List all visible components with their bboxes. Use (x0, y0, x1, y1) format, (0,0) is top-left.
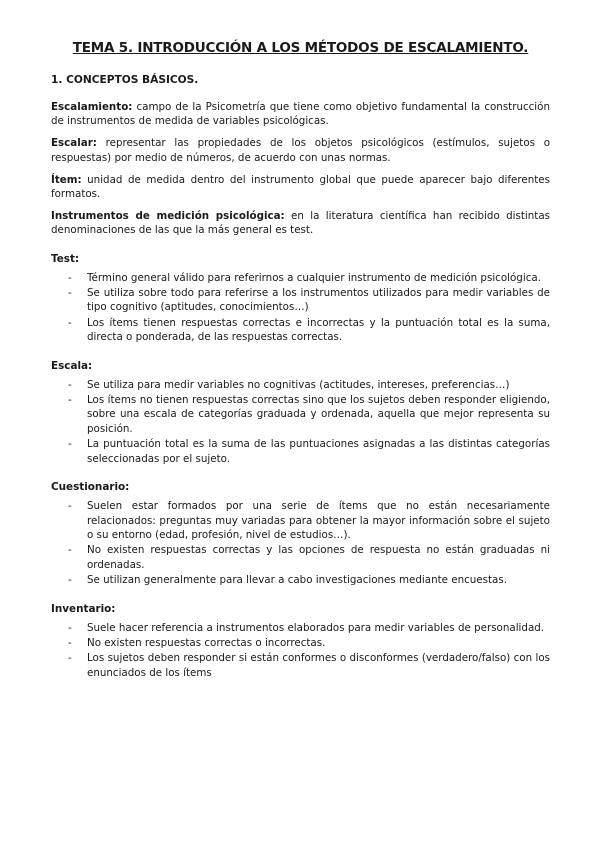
list-item-text: No existen respuestas correctas o incorrectas. (87, 636, 326, 649)
bullet-list (51, 499, 550, 587)
list-item-text: Término general válido para referirnos a cualquier instrumento de medición psicológica. (87, 271, 541, 284)
dash-bullet: - (68, 271, 72, 284)
list-item (51, 316, 550, 345)
definitions (51, 100, 550, 238)
list-item-text: Se utiliza para medir variables no cognitivas (actitudes, intereses, preferencias…) (87, 378, 510, 391)
definition-term: Escalar: (51, 137, 97, 150)
group-label: Test: (51, 252, 80, 265)
section-heading: 1. CONCEPTOS BÁSICOS. (51, 74, 199, 86)
bullet-list (51, 621, 550, 681)
list-item (51, 573, 550, 587)
list-item-text: Se utilizan generalmente para llevar a cabo investigaciones mediante encuestas. (87, 574, 507, 587)
list-item-text: Los ítems tienen respuestas correctas e incorrectas y la puntuación total es la suma, directa o ponderada, de las respuestas correctas. (87, 316, 550, 344)
dash-bullet: - (68, 500, 72, 513)
group-inventario (51, 603, 550, 681)
dash-bullet: - (68, 438, 72, 451)
group-cuestionario (51, 481, 550, 587)
dash-bullet: - (68, 544, 72, 557)
group-label: Inventario: (51, 602, 116, 615)
dash-bullet: - (68, 636, 72, 649)
list-item-text: Suelen estar formados por una serie de ítems que no están necesariamente relacionados: preguntas muy variadas para obtener la mayor información sobre el sujeto o su entorno (edad, profesión, nivel de estudios…). (87, 500, 550, 541)
group-label: Cuestionario: (51, 481, 130, 494)
list-item-text: Se utiliza sobre todo para referirse a los instrumentos utilizados para medir variables de tipo cognitivo (aptitudes, conocimientos…) (87, 287, 550, 314)
dash-bullet: - (68, 316, 72, 329)
list-item (51, 286, 550, 315)
dash-bullet: - (68, 394, 72, 407)
list-item (51, 393, 550, 436)
definition-text: unidad de medida dentro del instrumento global que puede aparecer bajo diferentes formatos. (51, 173, 550, 201)
list-item (51, 621, 550, 635)
definition-term: Ítem: (51, 173, 82, 186)
list-item-text: No existen respuestas correctas y las opciones de respuesta no están graduadas ni ordenadas. (87, 544, 550, 571)
definition-text: campo de la Psicometría que tiene como objetivo fundamental la construcción de instrumentos de medida de variables psicológicas. (51, 101, 550, 128)
list-item (51, 437, 550, 466)
dash-bullet: - (68, 378, 72, 391)
list-item (51, 636, 550, 650)
dash-bullet: - (68, 652, 72, 665)
document-title: TEMA 5. INTRODUCCIÓN A LOS MÉTODOS DE ESCALAMIENTO. (72, 40, 529, 56)
definition-term: Escalamiento: (51, 101, 133, 113)
list-item-text: Los ítems no tienen respuestas correctas sino que los sujetos deben responder eligiendo, sobre una escala de categorías graduada y ordenada, aquella que mejor representa su posición. (87, 394, 550, 435)
list-item (51, 378, 550, 392)
list-item-text: Los sujetos deben responder si están conformes o disconformes (verdadero/falso) con los enunciados de los ítems (87, 652, 550, 679)
list-item (51, 499, 550, 542)
definition-text: representar las propiedades de los objetos psicológicos (estímulos, sujetos o respuestas) por medio de números, de acuerdo con unas normas. (51, 137, 550, 164)
list-item (51, 543, 550, 572)
group-escala (51, 360, 550, 466)
definition-instrumentos (51, 209, 550, 237)
definition-term: Instrumentos de medición psicológica: (51, 210, 285, 223)
definition-escalamiento (51, 100, 550, 128)
list-item (51, 271, 550, 285)
definition-item (51, 173, 550, 201)
dash-bullet: - (68, 574, 72, 587)
bullet-list (51, 378, 550, 466)
list-item-text: Suele hacer referencia a instrumentos elaborados para medir variables de personalidad. (87, 621, 545, 634)
definition-text: en la literatura científica han recibido distintas denominaciones de las que la más general es test. (51, 210, 550, 237)
dash-bullet: - (68, 621, 72, 634)
list-item-text: La puntuación total es la suma de las puntuaciones asignadas a las distintas categorías seleccionadas por el sujeto. (87, 438, 550, 465)
group-test (51, 253, 550, 345)
bullet-list (51, 271, 550, 345)
list-item (51, 651, 550, 680)
dash-bullet: - (68, 287, 72, 300)
group-label: Escala: (51, 359, 93, 372)
definition-escalar (51, 136, 550, 164)
